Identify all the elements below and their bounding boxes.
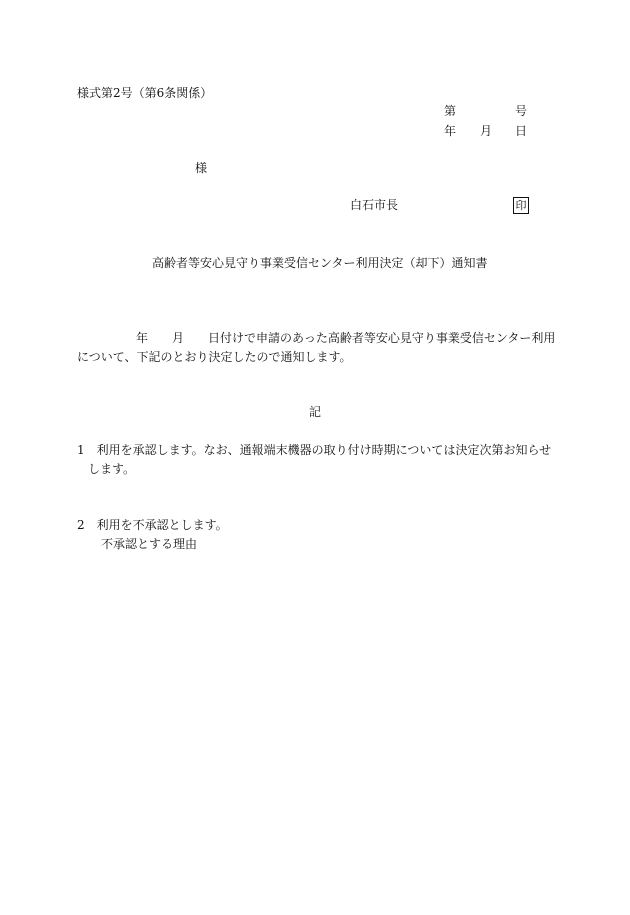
issuer-name: 白石市長 [350,198,399,212]
doc-number-suffix: 号 [515,104,528,118]
body-line-1: 日付けで申請のあった高齢者等安心見守り事業受信センター利用 [208,331,556,345]
date-month: 月 [480,124,493,138]
date-day: 日 [515,124,528,138]
doc-number-prefix: 第 [444,104,457,118]
seal-mark: 印 [513,197,529,214]
addressee-honorific: 様 [195,161,208,175]
form-number: 様式第2号（第6条関係） [77,86,213,100]
date-year: 年 [444,124,457,138]
body-year: 年 [136,331,149,345]
item-2-reason-label: 不承認とする理由 [101,537,198,551]
item-1-line-2: します。 [88,462,136,476]
ki-heading: 記 [309,405,322,419]
body-line-2: について、下記のとおり決定したので通知します。 [77,350,352,364]
body-month: 月 [172,331,185,345]
document-title: 高齢者等安心見守り事業受信センター利用決定（却下）通知書 [152,256,488,270]
item-1-line-1: 1 利用を承認します。なお、通報端末機器の取り付け時期については決定次第お知らせ [77,443,552,457]
item-2-line-1: 2 利用を不承認とします。 [77,518,228,532]
